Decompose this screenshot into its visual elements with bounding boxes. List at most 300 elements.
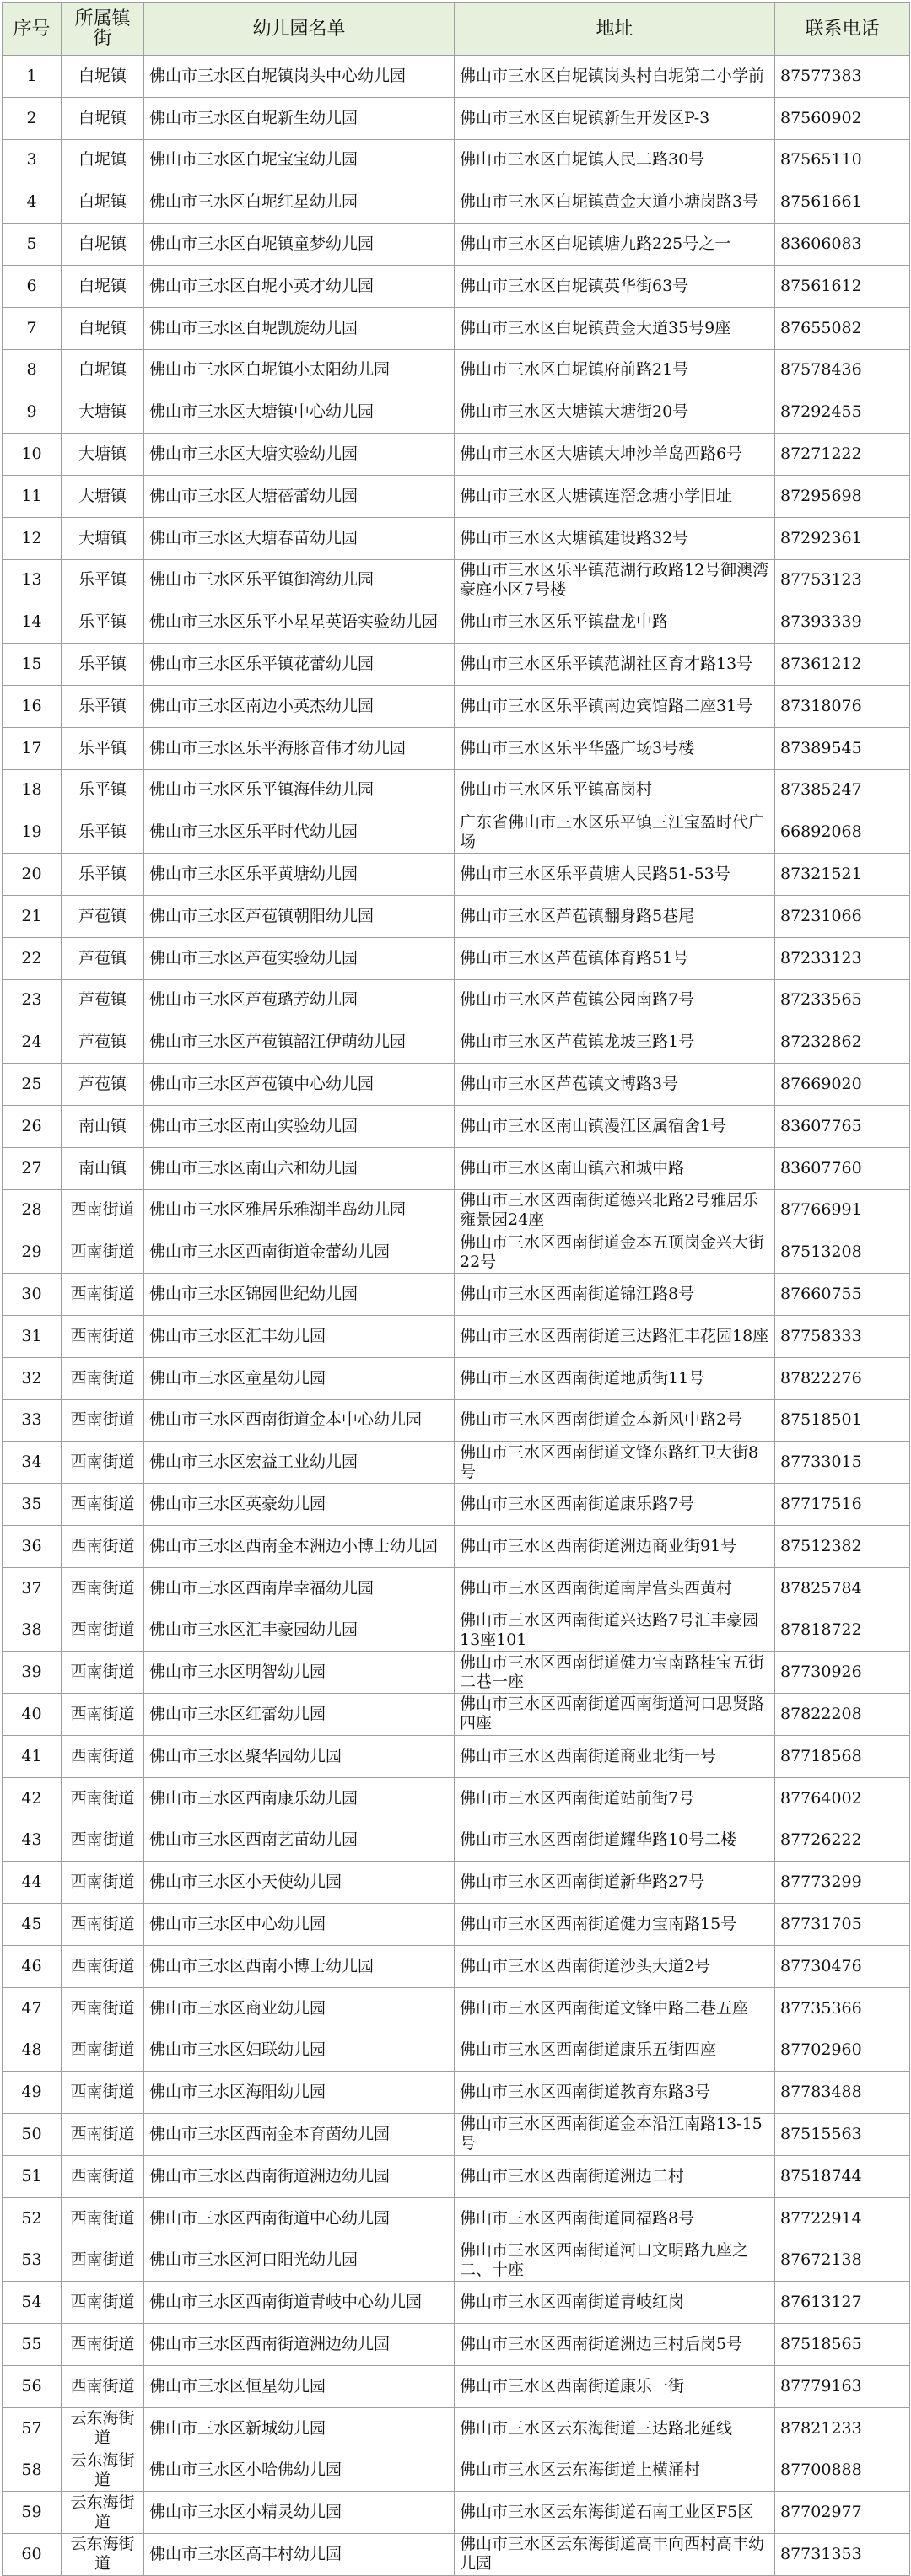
row-number: 50: [3, 2114, 62, 2156]
row-number: 43: [3, 1819, 62, 1862]
row-town: 西南街道: [62, 2239, 144, 2282]
row-number: 56: [3, 2365, 62, 2407]
row-number: 9: [3, 391, 62, 434]
row-town: 西南街道: [62, 2072, 144, 2114]
table-row: [3, 1819, 910, 1862]
row-town: 芦苞镇: [62, 895, 144, 937]
row-number: 16: [3, 685, 62, 727]
row-kindergarten-name: 佛山市三水区锦园世纪幼儿园: [144, 1274, 455, 1316]
row-address: 佛山市三水区白坭镇黄金大道35号9座: [455, 307, 775, 349]
row-kindergarten-name: 佛山市三水区西南艺苗幼儿园: [144, 1819, 455, 1862]
row-phone: 83607760: [775, 1147, 910, 1189]
row-town: 西南街道: [62, 1609, 144, 1652]
header-row: [3, 3, 910, 56]
row-number: 35: [3, 1484, 62, 1526]
row-address: 佛山市三水区南山镇漫江区属宿舍1号: [455, 1105, 775, 1147]
row-town: 西南街道: [62, 2197, 144, 2239]
row-kindergarten-name: 佛山市三水区乐平镇海佳幼儿园: [144, 769, 455, 811]
row-kindergarten-name: 佛山市三水区乐平小星星英语实验幼儿园: [144, 601, 455, 644]
row-town: 大塘镇: [62, 475, 144, 517]
row-kindergarten-name: 佛山市三水区西南街道洲边幼儿园: [144, 2155, 455, 2197]
row-phone: 87515563: [775, 2114, 910, 2156]
row-phone: 87764002: [775, 1777, 910, 1819]
row-address: 佛山市三水区乐平镇盘龙中路: [455, 601, 775, 644]
row-phone: 87825784: [775, 1567, 910, 1609]
row-phone: 87321521: [775, 854, 910, 896]
row-kindergarten-name: 佛山市三水区小天使幼儿园: [144, 1862, 455, 1904]
row-phone: 87783488: [775, 2072, 910, 2114]
row-kindergarten-name: 佛山市三水区明智幼儿园: [144, 1652, 455, 1694]
row-town: 西南街道: [62, 1357, 144, 1399]
row-kindergarten-name: 佛山市三水区白坭新生幼儿园: [144, 97, 455, 139]
row-kindergarten-name: 佛山市三水区英豪幼儿园: [144, 1484, 455, 1526]
table-row: [3, 2407, 910, 2449]
row-number: 48: [3, 2029, 62, 2072]
table-row: [3, 1904, 910, 1946]
row-kindergarten-name: 佛山市三水区芦苞镇中心幼儿园: [144, 1064, 455, 1106]
row-number: 26: [3, 1105, 62, 1147]
row-address: 广东省佛山市三水区乐平镇三江宝盈时代广场: [455, 811, 775, 854]
row-number: 52: [3, 2197, 62, 2239]
row-address: 佛山市三水区西南街道文锋东路红卫大街8号: [455, 1442, 775, 1484]
row-address: 佛山市三水区西南街道洲边商业街91号: [455, 1525, 775, 1567]
row-phone: 87292455: [775, 391, 910, 434]
row-phone: 87753123: [775, 559, 910, 601]
kindergarten-table: [2, 2, 910, 2576]
row-town: 芦苞镇: [62, 979, 144, 1021]
table-row: [3, 1945, 910, 1987]
row-phone: 87561661: [775, 181, 910, 224]
row-phone: 83606083: [775, 224, 910, 266]
header-phone: 联系电话: [775, 3, 910, 56]
row-phone: 87385247: [775, 769, 910, 811]
row-number: 22: [3, 937, 62, 979]
table-row: [3, 139, 910, 181]
row-phone: 87295698: [775, 475, 910, 517]
header-address: 地址: [455, 3, 775, 56]
row-address: 佛山市三水区芦苞镇翻身路5巷尾: [455, 895, 775, 937]
row-phone: 87518565: [775, 2324, 910, 2366]
row-town: 西南街道: [62, 1819, 144, 1862]
row-number: 37: [3, 1567, 62, 1609]
table-row: [3, 475, 910, 517]
row-town: 乐平镇: [62, 811, 144, 854]
table-row: [3, 1525, 910, 1567]
row-number: 53: [3, 2239, 62, 2282]
row-town: 西南街道: [62, 1735, 144, 1777]
table-row: [3, 1274, 910, 1316]
row-number: 10: [3, 434, 62, 476]
row-number: 58: [3, 2449, 62, 2492]
row-kindergarten-name: 佛山市三水区中心幼儿园: [144, 1904, 455, 1946]
row-kindergarten-name: 佛山市三水区白坭凯旋幼儿园: [144, 307, 455, 349]
row-kindergarten-name: 佛山市三水区西南康乐幼儿园: [144, 1777, 455, 1819]
row-phone: 66892068: [775, 811, 910, 854]
table-row: [3, 2534, 910, 2576]
table-row: [3, 559, 910, 601]
row-town: 乐平镇: [62, 854, 144, 896]
row-number: 31: [3, 1315, 62, 1357]
row-phone: 87560902: [775, 97, 910, 139]
row-town: 大塘镇: [62, 391, 144, 434]
row-address: 佛山市三水区大塘镇建设路32号: [455, 517, 775, 559]
row-number: 18: [3, 769, 62, 811]
row-address: 佛山市三水区南山镇六和城中路: [455, 1147, 775, 1189]
table-row: [3, 854, 910, 896]
row-town: 西南街道: [62, 1525, 144, 1567]
table-row: [3, 2155, 910, 2197]
row-address: 佛山市三水区大塘镇连滘念塘小学旧址: [455, 475, 775, 517]
row-kindergarten-name: 佛山市三水区西南金本育茵幼儿园: [144, 2114, 455, 2156]
row-kindergarten-name: 佛山市三水区海阳幼儿园: [144, 2072, 455, 2114]
row-town: 西南街道: [62, 1189, 144, 1231]
table-row: [3, 1694, 910, 1736]
row-town: 西南街道: [62, 2155, 144, 2197]
row-number: 33: [3, 1399, 62, 1442]
row-town: 西南街道: [62, 2114, 144, 2156]
row-town: 西南街道: [62, 1442, 144, 1484]
row-address: 佛山市三水区西南街道健力宝南路15号: [455, 1904, 775, 1946]
row-address: 佛山市三水区西南街道康乐一街: [455, 2365, 775, 2407]
row-address: 佛山市三水区白坭镇塘九路225号之一: [455, 224, 775, 266]
row-phone: 87822208: [775, 1694, 910, 1736]
table-row: [3, 2365, 910, 2407]
row-number: 3: [3, 139, 62, 181]
row-address: 佛山市三水区西南街道地质街11号: [455, 1357, 775, 1399]
row-town: 西南街道: [62, 1315, 144, 1357]
row-number: 38: [3, 1609, 62, 1652]
row-address: 佛山市三水区西南街道兴达路7号汇丰豪园13座101: [455, 1609, 775, 1652]
row-number: 2: [3, 97, 62, 139]
row-address: 佛山市三水区西南街道锦江路8号: [455, 1274, 775, 1316]
table-row: [3, 2492, 910, 2534]
row-kindergarten-name: 佛山市三水区西南街道洲边幼儿园: [144, 2324, 455, 2366]
row-town: 西南街道: [62, 1945, 144, 1987]
row-number: 7: [3, 307, 62, 349]
table-row: [3, 1987, 910, 2029]
row-phone: 87730476: [775, 1945, 910, 1987]
row-town: 大塘镇: [62, 434, 144, 476]
row-kindergarten-name: 佛山市三水区汇丰幼儿园: [144, 1315, 455, 1357]
table-row: [3, 517, 910, 559]
table-row: [3, 2029, 910, 2072]
row-town: 南山镇: [62, 1105, 144, 1147]
table-row: [3, 769, 910, 811]
row-number: 30: [3, 1274, 62, 1316]
row-address: 佛山市三水区西南街道新华路27号: [455, 1862, 775, 1904]
header-no: 序号: [3, 3, 62, 56]
row-address: 佛山市三水区白坭镇英华街63号: [455, 265, 775, 307]
row-number: 39: [3, 1652, 62, 1694]
row-phone: 87731705: [775, 1904, 910, 1946]
row-town: 大塘镇: [62, 517, 144, 559]
row-phone: 87672138: [775, 2239, 910, 2282]
row-address: 佛山市三水区西南街道南岸营头西黄村: [455, 1567, 775, 1609]
row-number: 36: [3, 1525, 62, 1567]
row-kindergarten-name: 佛山市三水区乐平镇御湾幼儿园: [144, 559, 455, 601]
row-address: 佛山市三水区乐平镇范湖社区育才路13号: [455, 644, 775, 686]
row-address: 佛山市三水区西南街道金本五顶岗金兴大街22号: [455, 1231, 775, 1274]
table-row: [3, 1147, 910, 1189]
row-phone: 87318076: [775, 685, 910, 727]
row-phone: 87660755: [775, 1274, 910, 1316]
row-phone: 87613127: [775, 2282, 910, 2324]
table-row: [3, 2449, 910, 2492]
row-kindergarten-name: 佛山市三水区小哈佛幼儿园: [144, 2449, 455, 2492]
row-town: 西南街道: [62, 1274, 144, 1316]
table-row: [3, 1609, 910, 1652]
row-kindergarten-name: 佛山市三水区大塘实验幼儿园: [144, 434, 455, 476]
row-number: 13: [3, 559, 62, 601]
row-phone: 87700888: [775, 2449, 910, 2492]
row-number: 54: [3, 2282, 62, 2324]
table-row: [3, 2072, 910, 2114]
row-town: 白坭镇: [62, 265, 144, 307]
row-kindergarten-name: 佛山市三水区红蕾幼儿园: [144, 1694, 455, 1736]
table-row: [3, 1021, 910, 1064]
row-address: 佛山市三水区芦苞镇文博路3号: [455, 1064, 775, 1106]
row-kindergarten-name: 佛山市三水区西南街道金本中心幼儿园: [144, 1399, 455, 1442]
row-town: 云东海街道: [62, 2407, 144, 2449]
row-number: 49: [3, 2072, 62, 2114]
row-town: 白坭镇: [62, 224, 144, 266]
row-kindergarten-name: 佛山市三水区宏益工业幼儿园: [144, 1442, 455, 1484]
row-town: 西南街道: [62, 1567, 144, 1609]
table-row: [3, 937, 910, 979]
row-kindergarten-name: 佛山市三水区西南街道青岐中心幼儿园: [144, 2282, 455, 2324]
row-number: 27: [3, 1147, 62, 1189]
row-address: 佛山市三水区西南街道三达路汇丰花园18座: [455, 1315, 775, 1357]
table-row: [3, 1231, 910, 1274]
row-kindergarten-name: 佛山市三水区西南金本洲边小博士幼儿园: [144, 1525, 455, 1567]
row-town: 云东海街道: [62, 2492, 144, 2534]
row-kindergarten-name: 佛山市三水区白坭镇小太阳幼儿园: [144, 349, 455, 391]
row-phone: 87717516: [775, 1484, 910, 1526]
row-town: 乐平镇: [62, 769, 144, 811]
row-kindergarten-name: 佛山市三水区芦苞镇韶江伊萌幼儿园: [144, 1021, 455, 1064]
row-phone: 87233123: [775, 937, 910, 979]
row-town: 西南街道: [62, 2365, 144, 2407]
row-town: 白坭镇: [62, 349, 144, 391]
row-address: 佛山市三水区白坭镇府前路21号: [455, 349, 775, 391]
row-kindergarten-name: 佛山市三水区西南小博士幼儿园: [144, 1945, 455, 1987]
row-kindergarten-name: 佛山市三水区白坭红星幼儿园: [144, 181, 455, 224]
row-address: 佛山市三水区西南街道耀华路10号二楼: [455, 1819, 775, 1862]
row-number: 21: [3, 895, 62, 937]
row-town: 西南街道: [62, 2324, 144, 2366]
table-row: [3, 1484, 910, 1526]
row-kindergarten-name: 佛山市三水区白坭镇岗头中心幼儿园: [144, 56, 455, 98]
table-row: [3, 391, 910, 434]
table-row: [3, 1567, 910, 1609]
row-town: 西南街道: [62, 1694, 144, 1736]
row-phone: 87518501: [775, 1399, 910, 1442]
row-town: 云东海街道: [62, 2534, 144, 2576]
row-phone: 87758333: [775, 1315, 910, 1357]
row-address: 佛山市三水区白坭镇人民二路30号: [455, 139, 775, 181]
row-address: 佛山市三水区西南街道文锋中路二巷五座: [455, 1987, 775, 2029]
row-address: 佛山市三水区西南街道河口文明路九座之二、十座: [455, 2239, 775, 2282]
table-row: [3, 349, 910, 391]
row-address: 佛山市三水区西南街道金本沿江南路13-15号: [455, 2114, 775, 2156]
row-kindergarten-name: 佛山市三水区芦苞璐芳幼儿园: [144, 979, 455, 1021]
table-row: [3, 265, 910, 307]
row-town: 西南街道: [62, 1652, 144, 1694]
row-number: 25: [3, 1064, 62, 1106]
row-address: 佛山市三水区西南街道德兴北路2号雅居乐雍景园24座: [455, 1189, 775, 1231]
row-number: 11: [3, 475, 62, 517]
row-phone: 87577383: [775, 56, 910, 98]
row-number: 59: [3, 2492, 62, 2534]
row-kindergarten-name: 佛山市三水区乐平镇花蕾幼儿园: [144, 644, 455, 686]
row-town: 南山镇: [62, 1147, 144, 1189]
row-phone: 87233565: [775, 979, 910, 1021]
row-phone: 87232862: [775, 1021, 910, 1064]
row-address: 佛山市三水区白坭镇黄金大道小塘岗路3号: [455, 181, 775, 224]
row-phone: 87231066: [775, 895, 910, 937]
row-number: 19: [3, 811, 62, 854]
row-number: 24: [3, 1021, 62, 1064]
row-number: 45: [3, 1904, 62, 1946]
row-phone: 87702960: [775, 2029, 910, 2072]
row-number: 51: [3, 2155, 62, 2197]
row-address: 佛山市三水区西南街道西南街道河口思贤路四座: [455, 1694, 775, 1736]
table-row: [3, 1399, 910, 1442]
table-row: [3, 1105, 910, 1147]
row-phone: 87578436: [775, 349, 910, 391]
row-phone: 87766991: [775, 1189, 910, 1231]
row-phone: 87730926: [775, 1652, 910, 1694]
row-town: 乐平镇: [62, 727, 144, 769]
table-row: [3, 224, 910, 266]
row-kindergarten-name: 佛山市三水区芦苞镇朝阳幼儿园: [144, 895, 455, 937]
row-address: 佛山市三水区西南街道洲边三村后岗5号: [455, 2324, 775, 2366]
row-phone: 87513208: [775, 1231, 910, 1274]
row-address: 佛山市三水区乐平镇范湖行政路12号御澳湾豪庭小区7号楼: [455, 559, 775, 601]
row-town: 白坭镇: [62, 56, 144, 98]
row-address: 佛山市三水区云东海街道三达路北延线: [455, 2407, 775, 2449]
row-address: 佛山市三水区白坭镇岗头村白坭第二小学前: [455, 56, 775, 98]
row-kindergarten-name: 佛山市三水区白坭小英才幼儿园: [144, 265, 455, 307]
row-address: 佛山市三水区西南街道站前街7号: [455, 1777, 775, 1819]
row-kindergarten-name: 佛山市三水区南山六和幼儿园: [144, 1147, 455, 1189]
row-phone: 87822276: [775, 1357, 910, 1399]
row-kindergarten-name: 佛山市三水区高丰村幼儿园: [144, 2534, 455, 2576]
table-row: [3, 685, 910, 727]
row-number: 4: [3, 181, 62, 224]
table-row: [3, 1735, 910, 1777]
row-address: 佛山市三水区乐平华盛广场3号楼: [455, 727, 775, 769]
row-address: 佛山市三水区白坭镇新生开发区P-3: [455, 97, 775, 139]
row-phone: 87779163: [775, 2365, 910, 2407]
row-town: 西南街道: [62, 1399, 144, 1442]
row-number: 44: [3, 1862, 62, 1904]
row-phone: 87655082: [775, 307, 910, 349]
row-phone: 87726222: [775, 1819, 910, 1862]
table-row: [3, 2282, 910, 2324]
table-row: [3, 811, 910, 854]
row-number: 46: [3, 1945, 62, 1987]
row-address: 佛山市三水区乐平镇高岗村: [455, 769, 775, 811]
table-row: [3, 181, 910, 224]
row-number: 5: [3, 224, 62, 266]
row-kindergarten-name: 佛山市三水区大塘镇中心幼儿园: [144, 391, 455, 434]
row-address: 佛山市三水区芦苞镇公园南路7号: [455, 979, 775, 1021]
table-row: [3, 2114, 910, 2156]
row-address: 佛山市三水区西南街道康乐五街四座: [455, 2029, 775, 2072]
row-number: 57: [3, 2407, 62, 2449]
row-number: 32: [3, 1357, 62, 1399]
row-phone: 87718568: [775, 1735, 910, 1777]
row-address: 佛山市三水区西南街道沙头大道2号: [455, 1945, 775, 1987]
row-town: 白坭镇: [62, 97, 144, 139]
table-row: [3, 1357, 910, 1399]
row-address: 佛山市三水区芦苞镇体育路51号: [455, 937, 775, 979]
table-row: [3, 895, 910, 937]
row-kindergarten-name: 佛山市三水区乐平海豚音伟才幼儿园: [144, 727, 455, 769]
row-address: 佛山市三水区云东海街道上横涌村: [455, 2449, 775, 2492]
row-number: 1: [3, 56, 62, 98]
row-address: 佛山市三水区西南街道洲边二村: [455, 2155, 775, 2197]
row-address: 佛山市三水区西南街道康乐路7号: [455, 1484, 775, 1526]
row-kindergarten-name: 佛山市三水区河口阳光幼儿园: [144, 2239, 455, 2282]
row-kindergarten-name: 佛山市三水区聚华园幼儿园: [144, 1735, 455, 1777]
row-town: 西南街道: [62, 1904, 144, 1946]
row-number: 40: [3, 1694, 62, 1736]
row-town: 西南街道: [62, 1862, 144, 1904]
row-phone: 87271222: [775, 434, 910, 476]
row-town: 白坭镇: [62, 307, 144, 349]
row-number: 28: [3, 1189, 62, 1231]
row-kindergarten-name: 佛山市三水区西南街道金蕾幼儿园: [144, 1231, 455, 1274]
table-row: [3, 644, 910, 686]
row-town: 白坭镇: [62, 139, 144, 181]
row-phone: 87292361: [775, 517, 910, 559]
table-row: [3, 1652, 910, 1694]
row-number: 60: [3, 2534, 62, 2576]
row-town: 乐平镇: [62, 559, 144, 601]
row-phone: 87518744: [775, 2155, 910, 2197]
row-kindergarten-name: 佛山市三水区南山实验幼儿园: [144, 1105, 455, 1147]
row-number: 8: [3, 349, 62, 391]
row-phone: 87393339: [775, 601, 910, 644]
row-number: 42: [3, 1777, 62, 1819]
row-phone: 83607765: [775, 1105, 910, 1147]
row-address: 佛山市三水区乐平镇南边宾馆路二座31号: [455, 685, 775, 727]
row-kindergarten-name: 佛山市三水区新城幼儿园: [144, 2407, 455, 2449]
row-town: 西南街道: [62, 1987, 144, 2029]
table-body: [3, 56, 910, 2576]
row-phone: 87361212: [775, 644, 910, 686]
row-phone: 87731353: [775, 2534, 910, 2576]
row-town: 芦苞镇: [62, 1064, 144, 1106]
table-row: [3, 1862, 910, 1904]
header-name: 幼儿园名单: [144, 3, 455, 56]
row-phone: 87561612: [775, 265, 910, 307]
row-kindergarten-name: 佛山市三水区雅居乐雅湖半岛幼儿园: [144, 1189, 455, 1231]
row-number: 47: [3, 1987, 62, 2029]
row-kindergarten-name: 佛山市三水区小精灵幼儿园: [144, 2492, 455, 2534]
row-kindergarten-name: 佛山市三水区白坭镇童梦幼儿园: [144, 224, 455, 266]
table-row: [3, 979, 910, 1021]
row-number: 41: [3, 1735, 62, 1777]
row-phone: 87669020: [775, 1064, 910, 1106]
row-town: 乐平镇: [62, 601, 144, 644]
row-phone: 87821233: [775, 2407, 910, 2449]
row-number: 17: [3, 727, 62, 769]
row-address: 佛山市三水区西南街道商业北街一号: [455, 1735, 775, 1777]
table-row: [3, 2324, 910, 2366]
